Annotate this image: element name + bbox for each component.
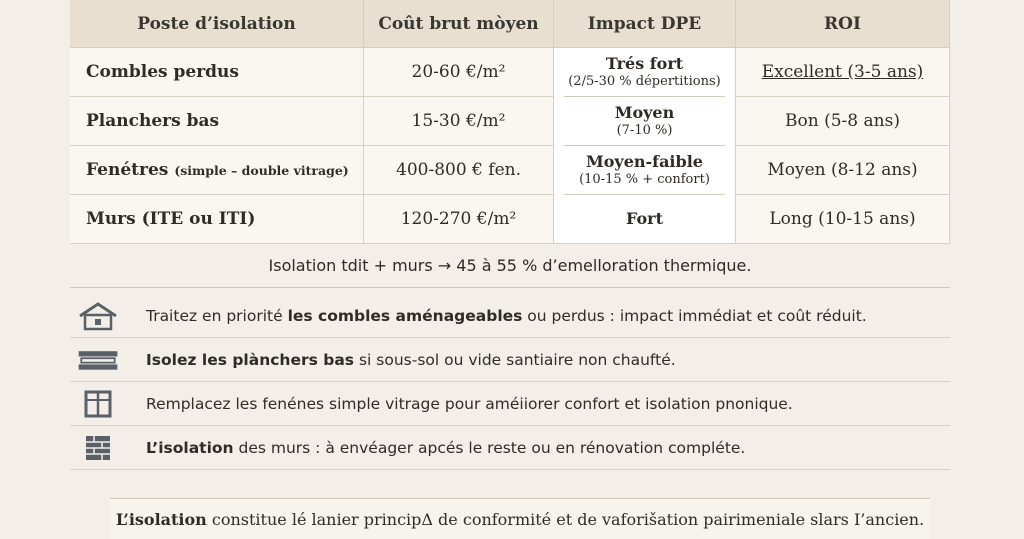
tip-text: L’isolation des murs : à envéager apcés le reste ou en rénovation compléte. xyxy=(146,438,746,457)
tip-text: Isolez les plànchers bas si sous-sol ou vide santiaire non chaufté. xyxy=(146,350,676,369)
poste-label: Murs (ITE ou ITI) xyxy=(86,209,256,229)
footer-text: constitue lé lanier principΔ de conformité et de vaforišation pairimeniale slars I’ancien. xyxy=(206,509,925,529)
house-icon xyxy=(76,301,120,331)
comparison-table xyxy=(70,0,950,244)
dpe-detail: (2/5-30 % dépertitions) xyxy=(568,73,721,89)
header-roi: ROI xyxy=(736,0,950,48)
dpe-cell xyxy=(564,146,725,195)
tip-item xyxy=(70,426,950,470)
header-dpe: Impact DPE xyxy=(554,0,736,48)
tips-list xyxy=(70,294,950,470)
tip-item xyxy=(70,294,950,338)
dpe-cell xyxy=(564,48,725,97)
dpe-detail: (7-10 %) xyxy=(616,122,673,138)
row-combles-cout: 20-60 €/m² xyxy=(364,48,554,97)
row-fenetres-roi: Moyen (8-12 ans) xyxy=(736,146,950,195)
roi-link[interactable]: Excellent (3-5 ans) xyxy=(761,62,924,82)
row-combles-poste xyxy=(70,48,364,97)
dpe-level: Moyen-faible xyxy=(586,151,703,171)
dpe-detail: (10-15 % + confort) xyxy=(579,171,710,187)
floor-icon xyxy=(76,345,120,375)
poste-detail: (simple – double vitrage) xyxy=(174,162,349,178)
content xyxy=(70,0,950,470)
window-icon xyxy=(76,389,120,419)
summary-line: Isolation tdit + murs → 45 à 55 % d’emelloration thermique. xyxy=(70,256,950,288)
row-fenetres-cout: 400-800 € fen. xyxy=(364,146,554,195)
footer-note xyxy=(110,498,930,539)
dpe-cell xyxy=(564,195,725,243)
poste-label: Fenétres xyxy=(86,160,169,180)
row-murs-cout: 120-270 €/m² xyxy=(364,195,554,244)
wall-icon xyxy=(76,433,120,463)
tip-item xyxy=(70,382,950,426)
footer-bold: L’isolation xyxy=(115,509,207,529)
row-planchers-cout: 15-30 €/m² xyxy=(364,97,554,146)
header-cout: Coût brut mòyen xyxy=(364,0,554,48)
row-fenetres-poste xyxy=(70,146,364,195)
tip-item xyxy=(70,338,950,382)
header-poste: Poste d’isolation xyxy=(70,0,364,48)
tip-text: Remplacez les fenénes simple vitrage pour améiiorer confort et isolation pnonique. xyxy=(146,394,793,413)
dpe-column xyxy=(554,48,736,244)
dpe-level: Fort xyxy=(626,209,663,228)
row-planchers-poste xyxy=(70,97,364,146)
dpe-level: Trés fort xyxy=(605,53,684,73)
dpe-level: Moyen xyxy=(614,102,675,122)
tip-text: Traitez en priorité les combles aménageables ou perdus : impact immédiat et coût réduit. xyxy=(146,306,867,325)
poste-label: Planchers bas xyxy=(86,111,220,131)
row-murs-poste xyxy=(70,195,364,244)
row-planchers-roi: Bon (5-8 ans) xyxy=(736,97,950,146)
poste-label: Combles perdus xyxy=(86,62,239,82)
dpe-cell xyxy=(564,97,725,146)
row-combles-roi[interactable] xyxy=(736,48,950,97)
row-murs-roi: Long (10-15 ans) xyxy=(736,195,950,244)
